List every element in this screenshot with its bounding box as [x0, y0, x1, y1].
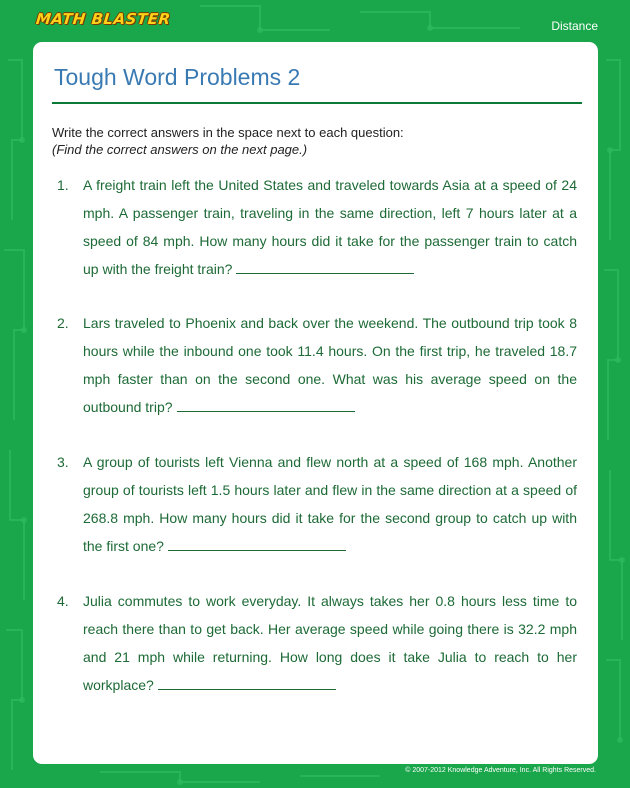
question-text: A freight train left the United States and traveled towards Asia at a speed of 24 mph. A passenger train, traveling in the same direction, left 7 hours later at a speed of 84 mph. How many hours did it take for the passenger train to catch up with the freight train?	[83, 177, 577, 277]
question-number: 1.	[57, 177, 69, 193]
copyright-notice: © 2007-2012 Knowledge Adventure, Inc. All Rights Reserved.	[405, 767, 596, 774]
answer-blank[interactable]	[158, 689, 336, 690]
instruction-note: (Find the correct answers on the next page.)	[52, 142, 308, 157]
question-text: Julia commutes to work everyday. It always takes her 0.8 hours less time to reach there than to get back. Her average speed while going there is 32.2 mph and 21 mph while returning. How long does it take Julia to reach to her workplace?	[83, 593, 577, 693]
topic-label: Distance	[551, 19, 598, 33]
answer-blank[interactable]	[236, 273, 414, 274]
answer-blank[interactable]	[177, 411, 355, 412]
instructions	[52, 124, 404, 158]
instruction-text: Write the correct answers in the space next to each question:	[52, 125, 404, 140]
math-blaster-logo: MATH BLASTER	[35, 10, 172, 28]
answer-blank[interactable]	[168, 550, 346, 551]
question-number: 3.	[57, 454, 69, 470]
worksheet-card	[33, 42, 598, 764]
question-number: 4.	[57, 593, 69, 609]
title-divider	[52, 102, 582, 104]
question-number: 2.	[57, 315, 69, 331]
question-text: A group of tourists left Vienna and flew north at a speed of 168 mph. Another group of tourists left 1.5 hours later and flew in the same direction at a speed of 268.8 mph. How many hours did it take for the second group to catch up with the first one?	[83, 454, 577, 554]
worksheet-title: Tough Word Problems 2	[54, 64, 301, 90]
question-text: Lars traveled to Phoenix and back over the weekend. The outbound trip took 8 hours while the inbound one took 11.4 hours. On the first trip, he traveled 18.7 mph faster than on the second one. What was his average speed on the outbound trip?	[83, 315, 577, 415]
